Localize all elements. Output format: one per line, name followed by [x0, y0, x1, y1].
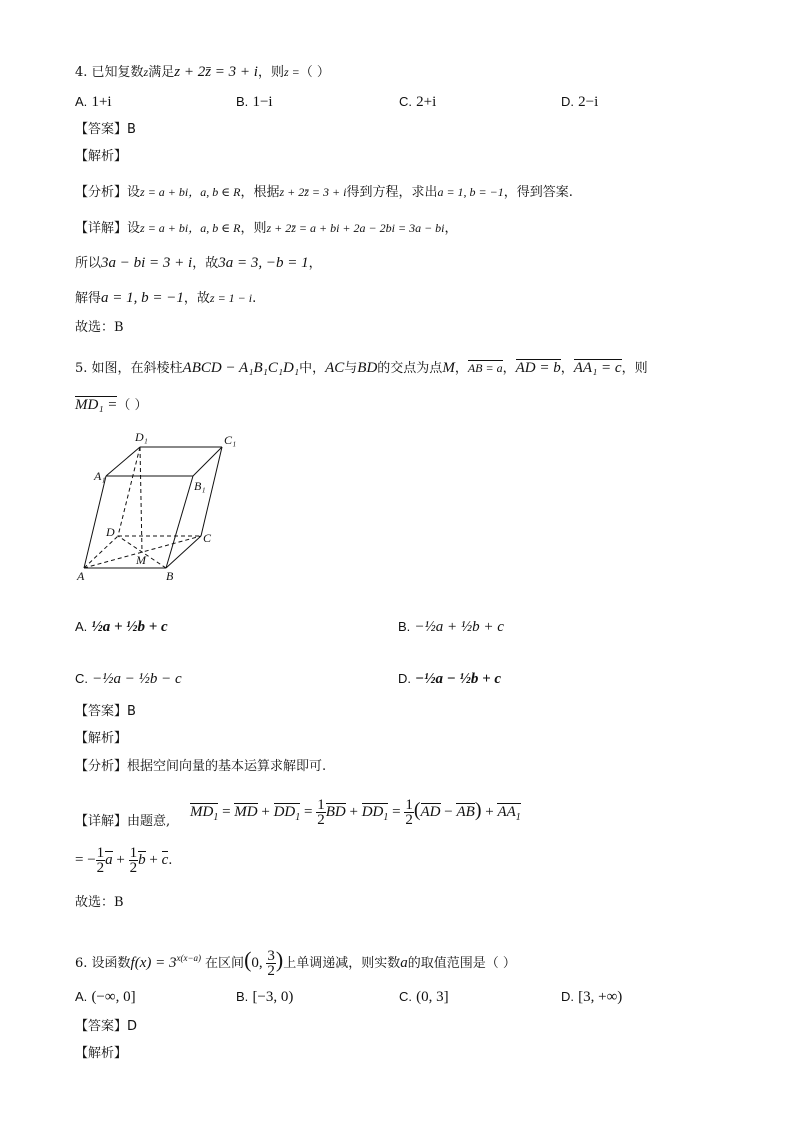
math: AB = a — [467, 361, 503, 375]
fenxi-tag: 【分析】 — [75, 185, 128, 200]
q5-answer — [75, 702, 136, 722]
option-label: B. — [236, 94, 249, 109]
text: ， — [308, 256, 322, 271]
option-label: D. — [398, 671, 411, 686]
option-label: C. — [399, 94, 412, 109]
option-label: C. — [399, 989, 412, 1004]
text: 的取值范围是（ ） — [407, 956, 516, 971]
math: z = a + bi，a, b ∈ R — [140, 221, 241, 235]
q6-analysis-tag: 【解析】 — [75, 1046, 128, 1061]
edge — [193, 447, 222, 476]
answer-tag: 【答案】 — [75, 704, 128, 719]
q4-stem-z: z — [143, 65, 149, 79]
text: ，则 — [240, 221, 267, 236]
option-value: (−∞, 0] — [91, 989, 136, 1005]
answer-value: B — [127, 704, 136, 719]
edge — [166, 476, 193, 568]
edge — [166, 536, 201, 568]
text: ，得到答案. — [503, 185, 573, 200]
text: 与 — [344, 361, 358, 376]
option-label: B. — [398, 619, 411, 634]
option-value: 2−i — [578, 94, 599, 110]
label-a: A — [77, 569, 85, 583]
text: ，故 — [192, 256, 219, 271]
prism-figure — [72, 428, 242, 588]
q4-stem-equation: z + 2z̄ = 3 + i — [174, 64, 258, 80]
edge — [84, 476, 106, 568]
text: 根据空间向量的基本运算求解即可. — [127, 759, 327, 774]
text: 所以 — [75, 256, 102, 271]
q4-choose: 故选：B — [75, 320, 124, 335]
q5-choose: 故选：B — [75, 895, 124, 910]
q4-stem-zeq: z = — [283, 65, 300, 79]
q5-stem: 5. 如图，在斜棱柱ABCD − A₁B₁C₁D₁中，AC与BD的交点为点M，AB = a，AD = b，AA₁ = c，则 — [75, 360, 648, 376]
q5-stem-cont — [75, 395, 148, 416]
math: BD — [357, 360, 378, 376]
text: 上单调递减，则实数 — [283, 956, 401, 971]
q4-line3 — [75, 288, 256, 309]
math: ABCD − A₁B₁C₁D₁ — [182, 360, 300, 376]
q5-option-b[interactable] — [398, 612, 504, 643]
q4-option-d[interactable] — [561, 92, 598, 113]
option-value: [−3, 0) — [252, 989, 294, 1005]
q6-stem: 6. 设函数$f(x) = 3^{x(x-a)}$ 在区间(0, $\frac{3}{2}$ )上单调递减，则实数a的取值范围是（ ） — [75, 947, 516, 979]
answer-tag: 【答案】 — [75, 1019, 128, 1034]
xiangjie-tag: 【详解】 — [75, 221, 128, 236]
q5-fenxi — [75, 757, 326, 777]
q4-fenxi — [75, 182, 573, 203]
label-b: B — [166, 569, 174, 583]
text: . — [252, 291, 257, 306]
option-label: A. — [75, 989, 88, 1004]
text: ， — [444, 221, 458, 236]
option-label: C. — [75, 671, 88, 686]
text: ，根据 — [240, 185, 280, 200]
text: ，则 — [621, 361, 648, 376]
math: a = 1, b = −1 — [101, 290, 184, 306]
text: 由题意, — [127, 814, 171, 829]
q4-option-a[interactable] — [75, 92, 112, 113]
label-b1: B₁ — [194, 479, 206, 493]
q4-analysis-tag: 【解析】 — [75, 149, 128, 164]
option-value: 1+i — [91, 94, 112, 110]
text: 5. 如图，在斜棱柱 — [75, 361, 183, 376]
label-d: D — [106, 525, 115, 539]
q4-xiangjie — [75, 218, 458, 239]
option-value: [3, +∞) — [578, 989, 623, 1005]
text: （ ） — [117, 398, 148, 413]
math: MD₁ = — [75, 397, 118, 413]
text: 中， — [299, 361, 326, 376]
q5-option-d[interactable] — [398, 664, 501, 695]
label-c: C — [203, 531, 212, 545]
q4-stem-paren: （ ） — [299, 65, 330, 80]
answer-value: D — [127, 1019, 138, 1034]
q5-option-c[interactable] — [75, 664, 182, 695]
text: ，故 — [183, 291, 210, 306]
option-value: (0, 3] — [416, 989, 449, 1005]
option-label: B. — [236, 989, 249, 1004]
math: z = 1 − i — [209, 291, 253, 305]
option-label: A. — [75, 94, 88, 109]
option-value: −½a + ½b + c — [414, 619, 504, 635]
math: a = 1, b = −1 — [437, 185, 504, 199]
q6-option-d[interactable] — [561, 987, 622, 1008]
math: AD = b — [515, 360, 561, 376]
text: ， — [454, 361, 468, 376]
edge — [106, 447, 140, 476]
math: AA₁ = c — [573, 360, 622, 376]
xiangjie-tag: 【详解】 — [75, 814, 128, 829]
answer-value: B — [127, 122, 136, 137]
text: 设 — [127, 221, 141, 236]
text: 的交点为点 — [377, 361, 443, 376]
q5-xiangjie — [75, 812, 170, 832]
math: z = a + bi，a, b ∈ R — [140, 185, 241, 199]
fenxi-tag: 【分析】 — [75, 759, 128, 774]
q4-stem-prefix: 4. 已知复数 — [75, 65, 144, 80]
math: z + 2z̄ = 3 + i — [279, 185, 347, 199]
option-value: ½a + ½b + c — [91, 619, 168, 635]
option-value: 2+i — [416, 94, 437, 110]
text: 得到方程，求出 — [346, 185, 438, 200]
q4-option-b[interactable] — [236, 92, 273, 113]
label-c1: C₁ — [224, 433, 237, 447]
text: 设 — [127, 185, 141, 200]
q5-option-a[interactable] — [75, 612, 168, 643]
label-a1: A₁ — [94, 469, 106, 483]
option-label: A. — [75, 619, 88, 634]
option-label: D. — [561, 94, 574, 109]
q4-answer — [75, 120, 136, 140]
math: AC — [325, 360, 345, 376]
q4-stem — [75, 62, 330, 83]
option-value: −½a − ½b + c — [415, 671, 502, 687]
math: a — [400, 955, 408, 971]
label-d1: D₁ — [135, 430, 148, 444]
math: 3a = 3, −b = 1 — [218, 255, 309, 271]
q6-option-c[interactable] — [399, 987, 449, 1008]
text: 解得 — [75, 291, 102, 306]
q5-detail-formula: $MD_1$ = MD + $DD_1$ = $\frac{1}{2}$ BD + $DD_1$ = $\frac{1}{2}$ $(AD - AB) + AA_1$ — [190, 797, 521, 828]
option-label: D. — [561, 989, 574, 1004]
q6-function: $f(x) = 3^{x(x-a)}$ — [130, 953, 202, 971]
q5-detail-result: = − $\frac{1}{2}$ a + $\frac{1}{2}$ b + c. — [75, 845, 173, 876]
q4-line2 — [75, 253, 322, 274]
q6-option-a[interactable] — [75, 987, 136, 1008]
option-value: −½a − ½b − c — [92, 671, 182, 687]
q4-option-c[interactable] — [399, 92, 436, 113]
q4-stem-then: ，则 — [257, 65, 284, 80]
q5-analysis-tag: 【解析】 — [75, 731, 128, 746]
label-m: M — [136, 553, 146, 567]
text: 6. 设函数 — [75, 956, 131, 971]
q6-option-b[interactable] — [236, 987, 293, 1008]
math: M — [442, 360, 455, 376]
q6-answer — [75, 1017, 137, 1037]
text: 在区间 — [205, 956, 245, 971]
q4-stem-satisfy: 满足 — [148, 65, 175, 80]
answer-tag: 【答案】 — [75, 122, 128, 137]
math: 3a − bi = 3 + i — [101, 255, 193, 271]
hidden-edge — [118, 447, 140, 536]
math: z + 2z̄ = a + bi + 2a − 2bi = 3a − bi — [266, 221, 445, 235]
option-value: 1−i — [252, 94, 273, 110]
